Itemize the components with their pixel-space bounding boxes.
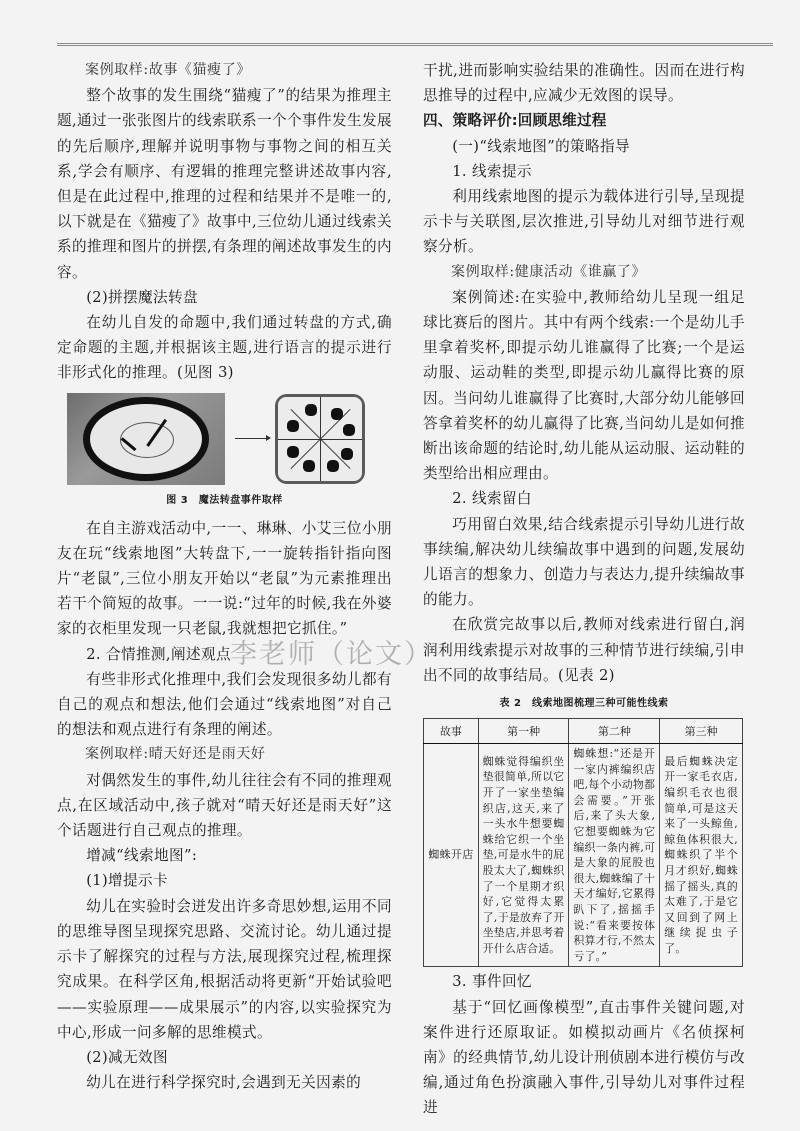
section-heading-4: 四、策略评价:回顾思维过程 — [423, 112, 607, 130]
magic-wheel-photo — [67, 393, 225, 485]
cell-story: 蜘蛛开店 — [424, 744, 479, 967]
header-story: 故事 — [424, 719, 479, 744]
header-option-2: 第二种 — [569, 719, 660, 744]
cell-option-1: 蜘蛛觉得编织坐垫很简单,所以它开了一家坐垫编织店,这天,来了一头水牛想要蜘蛛给它织一个坐垫,可是水牛的屁股太大了,蜘蛛织了一个星期才织好,它觉得太累了,于是放弃了开坐垫店,并思考着开什么店合适。 — [478, 744, 569, 967]
table-row — [424, 744, 743, 967]
header-option-3: 第三种 — [660, 719, 743, 744]
paragraph: 干扰,进而影响实验结果的准确性。因而在进行构思推导的过程中,应减少无效图的误导。 — [423, 62, 745, 105]
paragraph: 有些非形式化推理中,我们会发现很多幼儿都有自己的观点和想法,他们会通过“线索地图”对自己的想法和观点进行有条理的阐述。 — [57, 670, 392, 739]
item-heading-1: 1. 线索提示 — [452, 162, 532, 180]
subheading-magic-wheel: (2)拼摆魔法转盘 — [86, 288, 199, 306]
header-option-1: 第一种 — [478, 719, 569, 744]
paragraph: 在欣赏完故事以后,教师对线索进行留白,润润利用线索提示对故事的三种情节进行续编,引申出不同的故事结局。(见表 2) — [423, 616, 745, 684]
paragraph: 幼儿在进行科学探究时,会遇到无关因素的 — [86, 1074, 362, 1092]
arrow-icon — [235, 438, 267, 439]
table-2 — [423, 718, 743, 967]
right-column — [423, 58, 745, 1121]
figure-3 — [67, 391, 392, 487]
subheading-remove-images: (2)减无效图 — [86, 1048, 169, 1066]
section-heading-2: 2. 合情推测,阐述观点 — [86, 645, 231, 663]
cell-option-2: 蜘蛛想:“还是开一家内裤编织店吧,每个小动物都会需要。”开张后,来了头大象,它想要蜘蛛为它编织一条内裤,可是大象的屁股也很大,蜘蛛编了十天才编好,它累得趴下了,摇摇手说:“看来要按体积算才行,不然太亏了。” — [569, 744, 660, 967]
subheading-strategy: (一)“线索地图”的策略指导 — [452, 137, 631, 155]
paragraph: 利用线索地图的提示为载体进行引导,呈现提示卡与关联图,层次推进,引导幼儿对细节进行观察分析。 — [423, 188, 745, 256]
case-label-weather: 案例取样:晴天好还是雨天好 — [85, 746, 266, 763]
paragraph: 在自主游戏活动中,一一、琳琳、小艾三位小朋友在玩“线索地图”大转盘下,一一旋转指针指向图片“老鼠”,三位小朋友开始以“老鼠”为元素推理出若干个简短的故事。一一说:“过年的时候,我在外婆家的衣柜里发现一只老鼠,我就想把它抓住。” — [57, 519, 392, 638]
spinner-photo — [275, 394, 365, 484]
item-heading-2: 2. 线索留白 — [452, 490, 532, 508]
case-label-who-won: 案例取样:健康活动《谁赢了》 — [451, 263, 647, 280]
paragraph: 巧用留白效果,结合线索提示引导幼儿进行故事续编,解决幼儿续编故事中遇到的问题,发展幼儿语言的想象力、创造力与表达力,提升续编故事的能力。 — [423, 515, 745, 609]
watermark: 李老师（论文） — [230, 639, 433, 670]
paragraph: 基于“回忆画像模型”,直击事件关键问题,对案件进行还原取证。如模拟动画片《名侦探柯南》的经典情节,幼儿设计刑侦剧本进行模仿与改编,通过角色扮演融入事件,引导幼儿对事件过程进 — [423, 998, 745, 1117]
left-column — [57, 58, 392, 1095]
subheading-add-cards: (1)增提示卡 — [86, 872, 169, 890]
subheading-adjust-map: 增减“线索地图”: — [86, 847, 198, 865]
cell-option-3: 最后蜘蛛决定开一家毛衣店,编织毛衣也很简单,可是这天来了一头鲸鱼,鲸鱼体积很大,蜘蛛织了半个月才织好,蜘蛛摇了摇头,真的太难了,于是它又回到了网上继续捉虫子了。 — [660, 744, 743, 967]
paragraph: 整个故事的发生围绕“猫瘦了”的结果为推理主题,通过一张张图片的线索联系一个个事件发生发展的先后顺序,理解并说明事物与事物之间的相互关系,学会有顺序、有逻辑的推理完整讲述故事内容,但是在此过程中,推理的过程和结果并不是唯一的,以下就是在《猫瘦了》故事中,三位幼儿通过线索关系的推理和图片的拼摆,有条理的阐述故事发生的内容。 — [57, 87, 392, 281]
paragraph: 在幼儿自发的命题中,我们通过转盘的方式,确定命题的主题,并根据该主题,进行语言的提示进行非形式化的推理。(见图 3) — [57, 314, 392, 382]
item-heading-3: 3. 事件回忆 — [452, 973, 532, 991]
figure-caption: 图 3 魔法转盘事件取样 — [166, 494, 283, 506]
header-rule — [57, 43, 773, 46]
table-header-row — [424, 719, 743, 744]
case-label-cat: 案例取样:故事《猫瘦了》 — [85, 62, 251, 78]
paragraph: 幼儿在实验时会迸发出许多奇思妙想,运用不同的思维导图呈现探究思路、交流讨论。幼儿通过提示卡了解探究的过程与方法,展现探究过程,梳理探究成果。在科学区角,根据活动将更新“开始试验吧——实验原理——成果展示”的内容,以实验探究为中心,形成一问多解的思维模式。 — [57, 897, 392, 1041]
paragraph: 对偶然发生的事件,幼儿往往会有不同的推理观点,在区域活动中,孩子就对“晴天好还是雨天好”这个话题进行自己观点的推理。 — [57, 771, 392, 840]
table-caption: 表 2 线索地图梳理三种可能性线索 — [499, 698, 669, 710]
paragraph: 案例简述:在实验中,教师给幼儿呈现一组足球比赛后的图片。其中有两个线索:一个是幼儿手里拿着奖杯,即提示幼儿谁赢得了比赛;一个是运动服、运动鞋的类型,即提示幼儿赢得比赛的原因。当问幼儿谁赢得了比赛时,大部分幼儿能够回答拿着奖杯的幼儿赢得了比赛,当问幼儿是如何推断出该命题的结论时,幼儿能从运动服、运动鞋的类型给出相应理由。 — [423, 288, 745, 483]
